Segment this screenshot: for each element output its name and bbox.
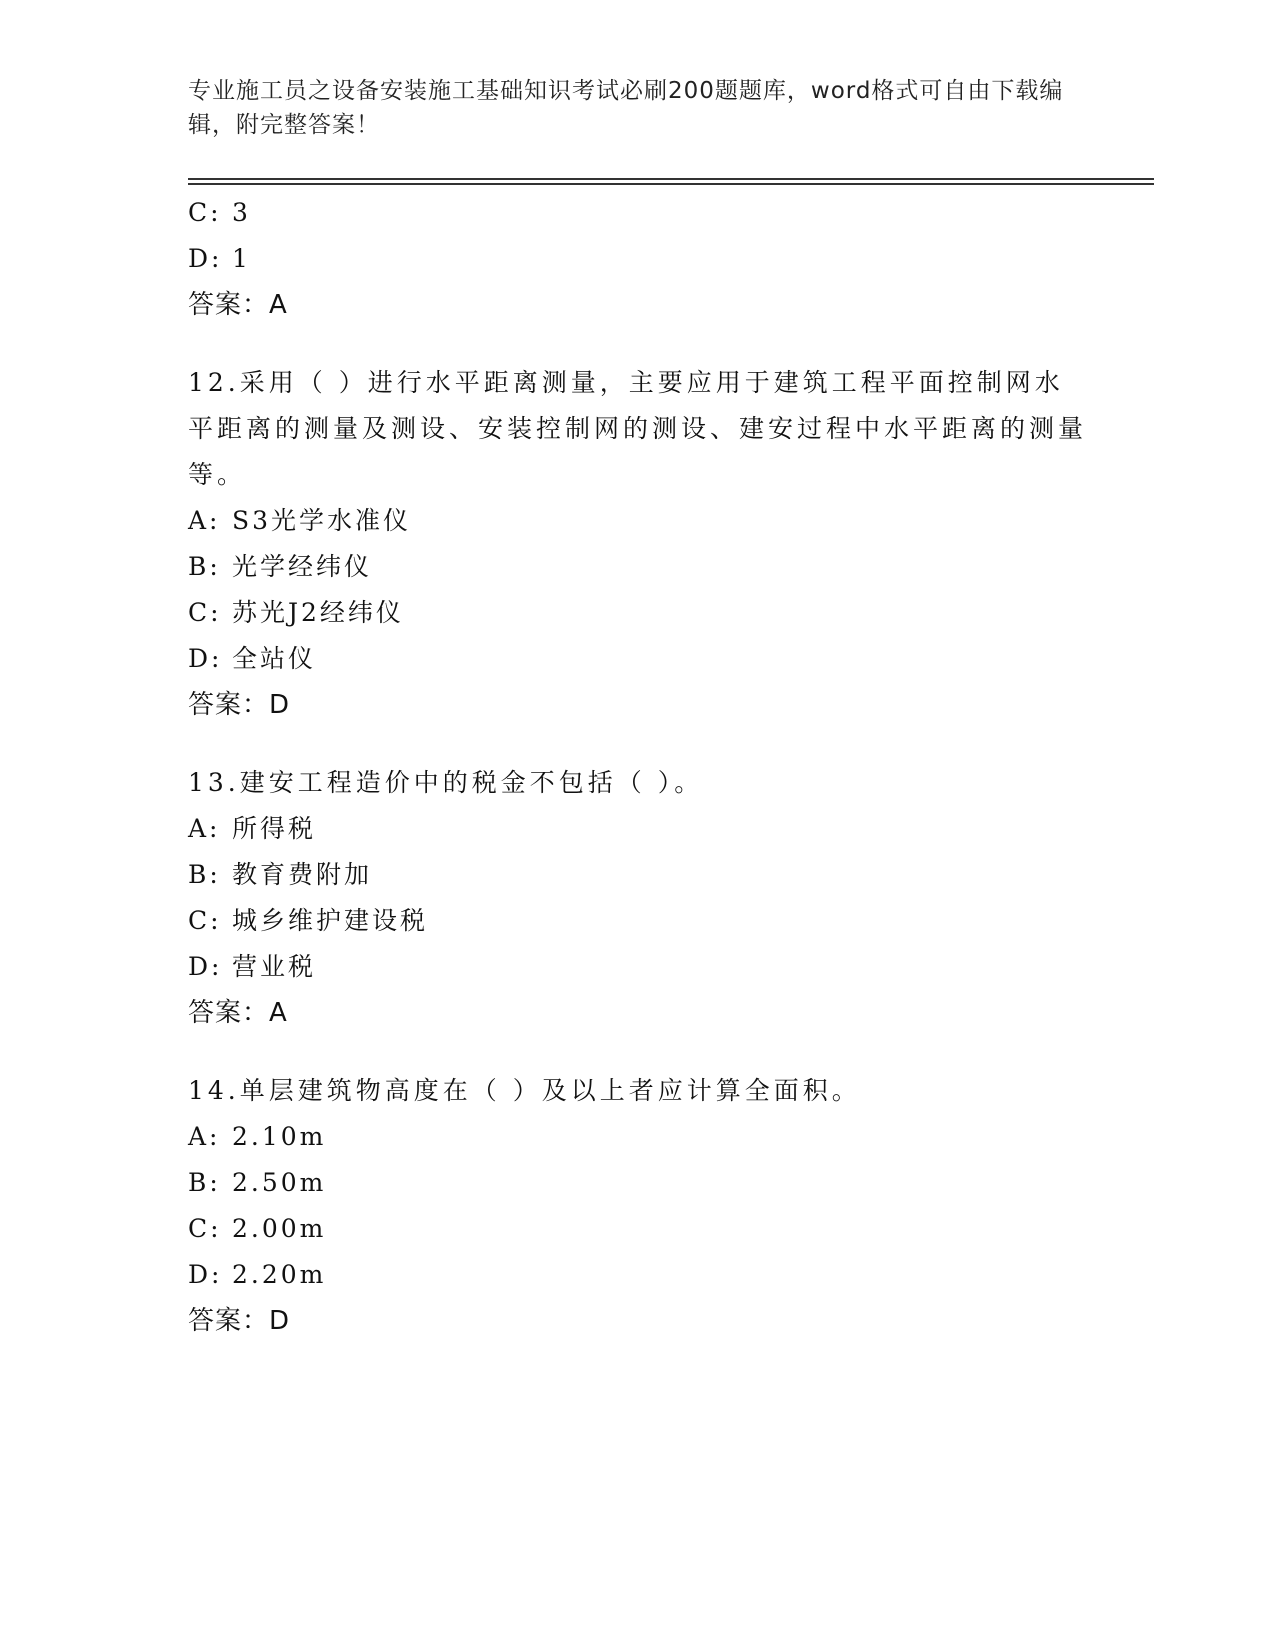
option-text: 2.50m (232, 1168, 327, 1197)
option-letter: A: (188, 814, 221, 843)
answer: 答案：A (188, 290, 288, 320)
option-text: 营业税 (232, 952, 317, 981)
document-header: 专业施工员之设备安装施工基础知识考试必刷200题题库，word格式可自由下载编辑，附完整答案！ (188, 78, 1064, 138)
header-rule-top (188, 178, 1154, 180)
option-text: 教育费附加 (232, 860, 373, 889)
option-d (188, 636, 1088, 682)
answer: 答案：D (188, 1306, 291, 1336)
option-letter: B: (188, 1168, 221, 1197)
question-stem: 13.建安工程造价中的税金不包括（ ）。 (188, 768, 704, 797)
option-b (188, 1160, 1088, 1206)
option-letter: D: (188, 952, 223, 981)
option-a (188, 806, 1088, 852)
option-text: 2.10m (232, 1122, 327, 1151)
option-d (188, 236, 1088, 282)
option-text: 城乡维护建设税 (232, 906, 429, 935)
option-letter: C: (188, 906, 222, 935)
option-text: 2.00m (232, 1214, 327, 1243)
question-stem: 12.采用（ ）进行水平距离测量，主要应用于建筑工程平面控制网水平距离的测量及测设、安装控制网的测设、建安过程中水平距离的测量等。 (188, 368, 1088, 489)
option-c (188, 590, 1088, 636)
option-d (188, 1252, 1088, 1298)
option-text: 所得税 (232, 814, 317, 843)
option-text: 苏光J2经纬仪 (232, 598, 404, 627)
answer: 答案：D (188, 690, 291, 720)
question-12 (188, 360, 1088, 728)
option-letter: B: (188, 552, 221, 581)
question-13 (188, 760, 1088, 1036)
option-c (188, 190, 1088, 236)
option-letter: D: (188, 244, 223, 273)
option-letter: C: (188, 198, 222, 227)
option-text: 3 (232, 198, 251, 227)
question-stem: 14.单层建筑物高度在（ ）及以上者应计算全面积。 (188, 1076, 861, 1105)
option-d (188, 944, 1088, 990)
option-b (188, 852, 1088, 898)
question-14 (188, 1068, 1088, 1344)
option-c (188, 1206, 1088, 1252)
option-letter: C: (188, 1214, 222, 1243)
option-a (188, 1114, 1088, 1160)
answer: 答案：A (188, 998, 288, 1028)
option-letter: A: (188, 506, 221, 535)
question-11-continued (188, 190, 1088, 328)
option-letter: C: (188, 598, 222, 627)
option-letter: D: (188, 1260, 223, 1289)
document-body (188, 190, 1088, 1344)
option-text: 2.20m (232, 1260, 327, 1289)
option-text: 全站仪 (232, 644, 317, 673)
option-text: 光学经纬仪 (232, 552, 373, 581)
option-letter: A: (188, 1122, 221, 1151)
option-b (188, 544, 1088, 590)
option-text: 1 (232, 244, 251, 273)
option-c (188, 898, 1088, 944)
option-letter: D: (188, 644, 223, 673)
header-rule-bottom (188, 183, 1154, 185)
option-letter: B: (188, 860, 221, 889)
option-text: S3光学水准仪 (232, 506, 412, 535)
option-a (188, 498, 1088, 544)
